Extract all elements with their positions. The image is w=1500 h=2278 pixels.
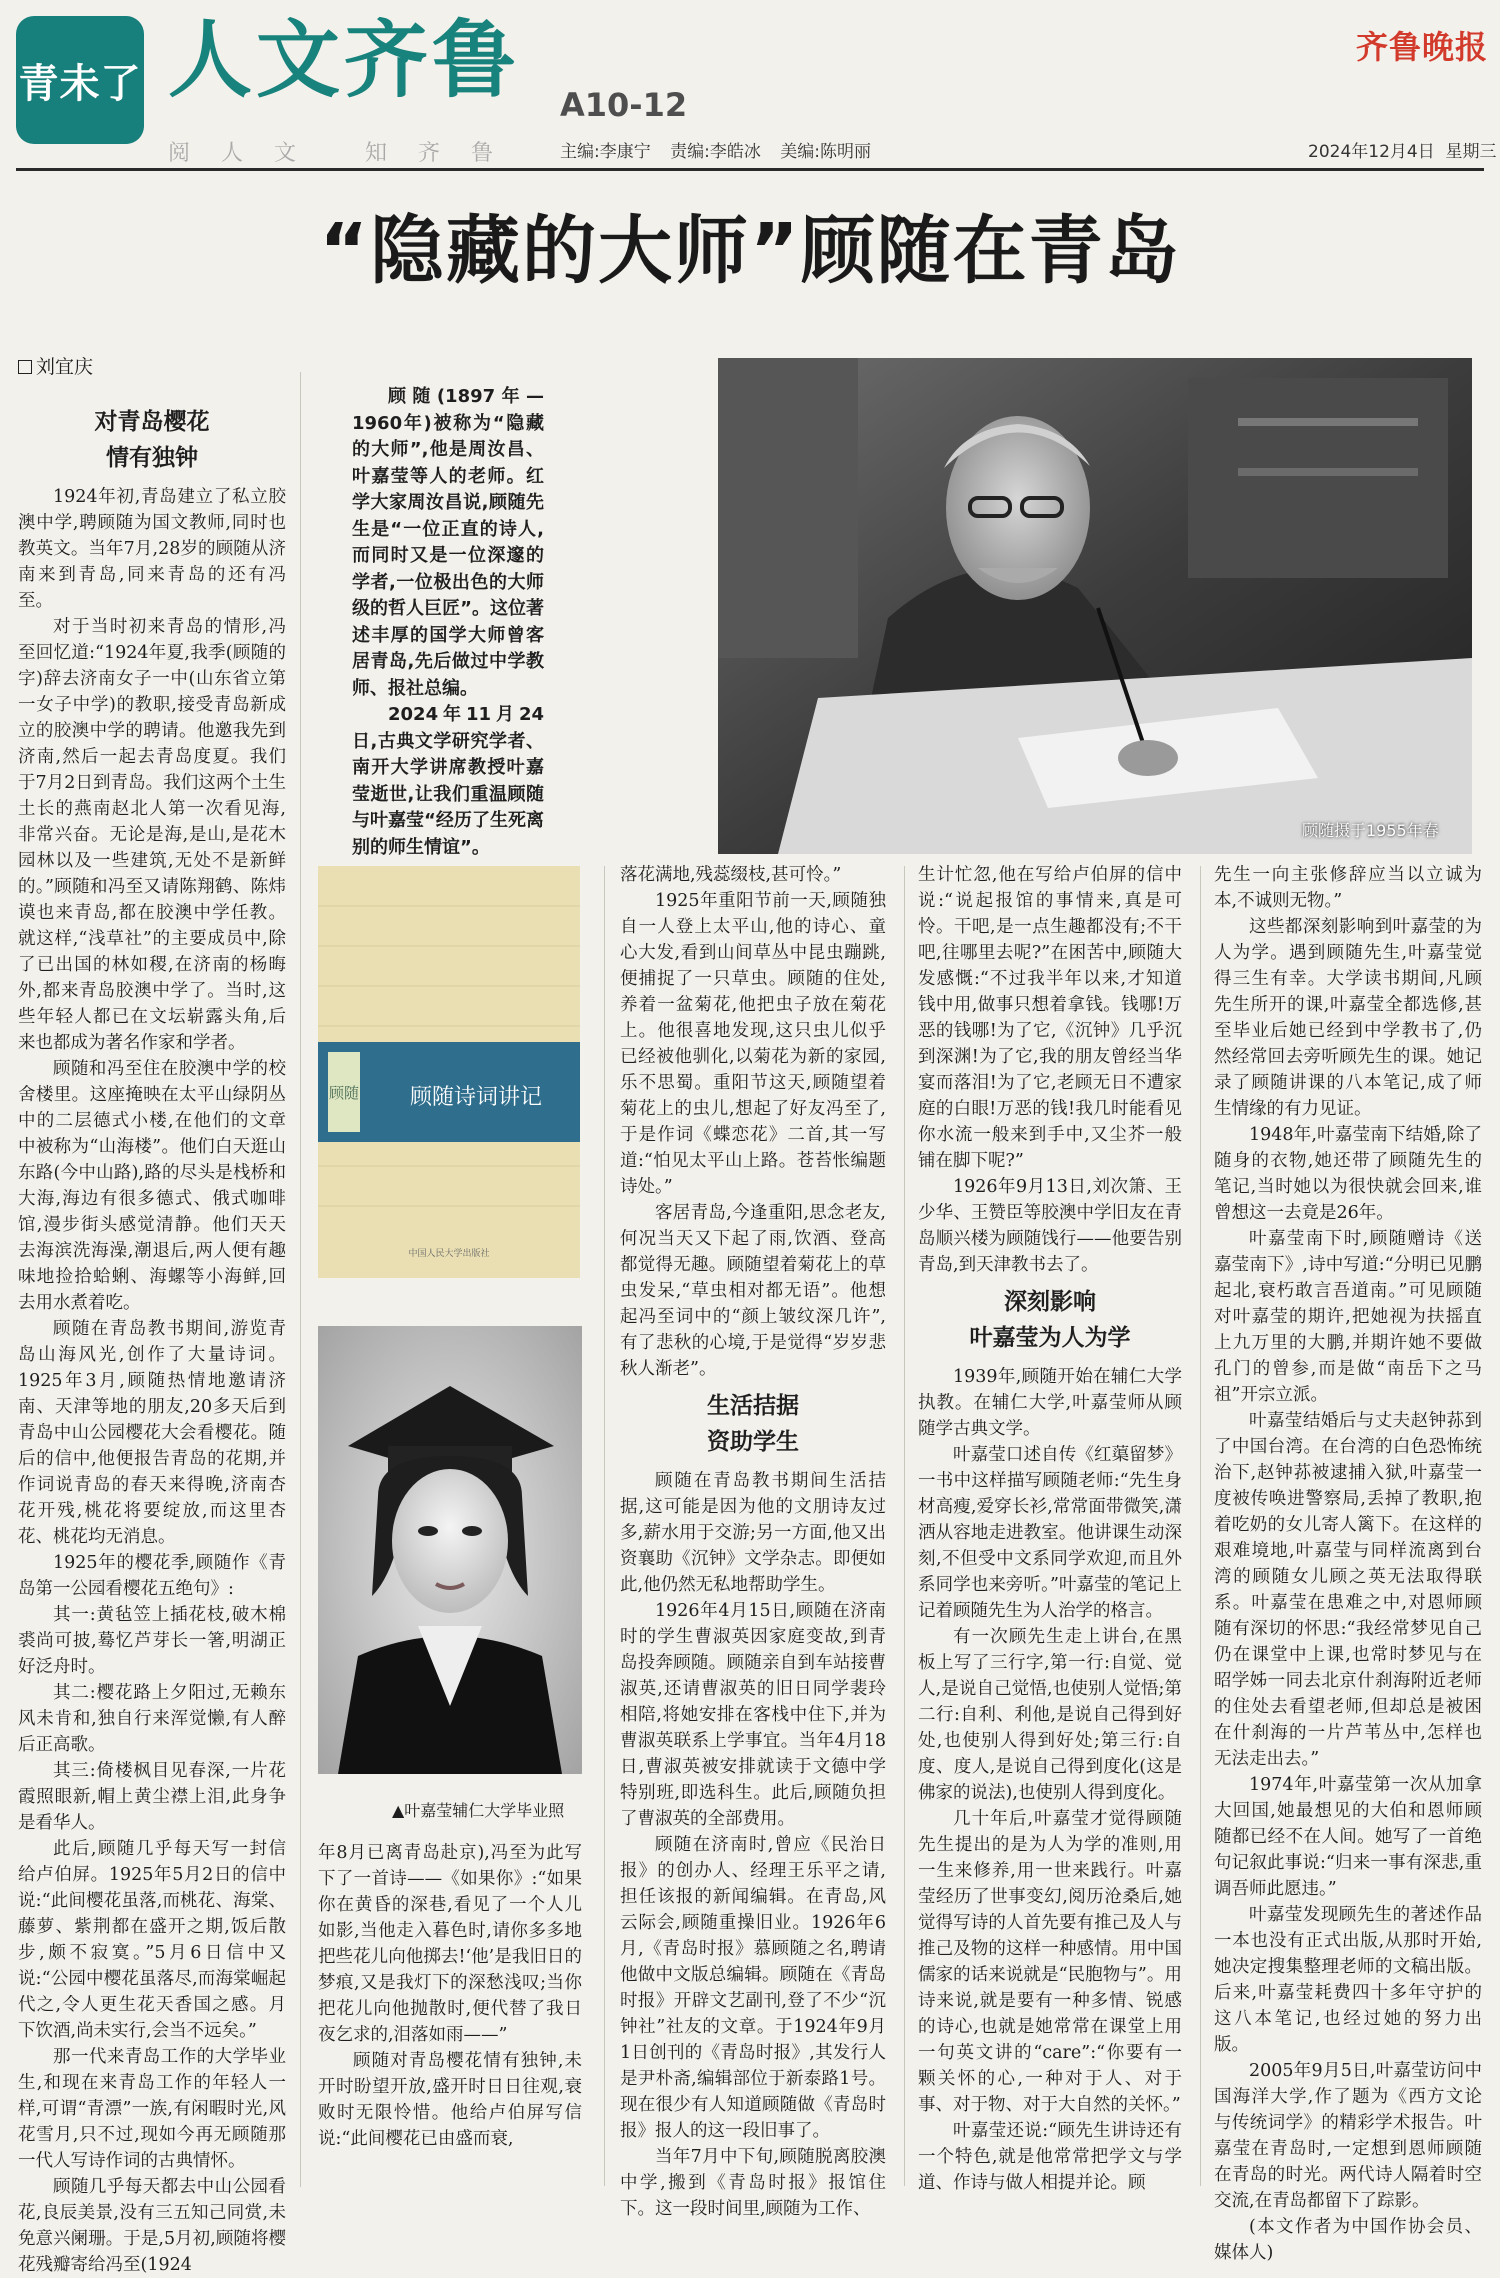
paragraph: 客居青岛,今逢重阳,思念老友,何况当天又下起了雨,饮酒、登高都觉得无趣。顾随望着菊花上的草虫发呆,“草虫相对都无语”。他想起冯至词中的“颜上皱纹深几许”,有了悲秋的心境,于是觉得“岁岁悲秋人渐老”。: [620, 1203, 886, 1379]
issue-date: [1308, 137, 1497, 162]
subhead-line: 深刻影响: [1004, 1289, 1096, 1315]
column-rule: [904, 866, 905, 2186]
subhead-line: 对青岛樱花: [94, 409, 210, 435]
author-name: 刘宜庆: [36, 356, 94, 378]
subhead-cherry: [18, 404, 286, 476]
column-rule: [1200, 866, 1201, 2186]
paragraph: 顾随在青岛教书期间,游览青岛山海风光,创作了大量诗词。1925年3月,顾随热情地邀请济南、天津等地的朋友,20多天后到青岛中山公园樱花大会看樱花。随后的信中,他便报告青岛的花期,并作词说青岛的春天来得晚,济南杏花开残,桃花将要绽放,而这里杏花、桃花均无消息。: [18, 1319, 286, 1547]
paragraph: 叶嘉莹发现顾先生的著述作品一本也没有正式出版,从那时开始,她决定搜集整理老师的文稿出版。后来,叶嘉莹耗费四十多年守护的这八本笔记,也经过她的努力出版。: [1214, 1905, 1482, 2055]
lead-paragraph: 2024年11月24日,古典文学研究学者、南开大学讲席教授叶嘉莹逝世,让我们重温顾随与叶嘉莹“经历了生死离别的师生情谊”。: [352, 704, 544, 858]
book-publisher: 中国人民大学出版社: [408, 1249, 490, 1259]
column-rule: [300, 372, 301, 2187]
section-slogan: 阅人文 知齐鲁: [168, 141, 524, 166]
paragraph: 叶嘉莹还说:“顾先生讲诗还有一个特色,就是他常常把学文与学道、作诗与做人相提并论。顾: [918, 2121, 1182, 2193]
paragraph: 这些都深刻影响到叶嘉莹的为人为学。遇到顾随先生,叶嘉莹觉得三生有幸。大学读书期间,凡顾先生所开的课,叶嘉莹全都选修,甚至毕业后她已经到中学教书了,仍然经常回去旁听顾先生的课。她记录了顾随讲课的八本笔记,成了师生情缘的有力见证。: [1214, 917, 1482, 1119]
author-note: (本文作者为中国作协会员、媒体人): [1214, 2217, 1482, 2263]
paragraph: 2005年9月5日,叶嘉莹访问中国海洋大学,作了题为《西方文论与传统词学》的精彩学术报告。叶嘉莹在青岛时,一定想到恩师顾随在青岛的时光。两代诗人隔着时空交流,在青岛都留下了踪影。: [1214, 2061, 1482, 2211]
paragraph: 1924年初,青岛建立了私立胶澳中学,聘顾随为国文教师,同时也教英文。当年7月,28岁的顾随从济南来到青岛,同来青岛的还有冯至。: [18, 487, 286, 611]
column-rule: [604, 866, 605, 2186]
photo-caption: ▲叶嘉莹辅仁大学毕业照: [392, 1801, 565, 1820]
paragraph: 那一代来青岛工作的大学毕业生,和现在来青岛工作的年轻人一样,可谓“青漂”一族,有闲暇时光,风花雪月,只不过,现如今再无顾随那一代人写诗作词的古典情怀。: [18, 2047, 286, 2171]
paragraph: 顾随对青岛樱花情有独钟,未开时盼望开放,盛开时日日往观,衰败时无限怜惜。他给卢伯屏写信说:“此间樱花已由盛而衰,: [318, 2051, 582, 2149]
paragraph: 顾随和冯至住在胶澳中学的校舍楼里。这座掩映在太平山绿阴丛中的二层德式小楼,在他们的文章中被称为“山海楼”。他们白天逛山东路(今中山路),路的尽头是栈桥和大海,海边有很多德式、俄式咖啡馆,漫步街头感觉清静。他们天天去海滨洗海澡,潮退后,两人便有趣味地捡拾蛤蜊、海螺等小海鲜,回去用水煮着吃。: [18, 1059, 286, 1313]
section-title: 人文齐鲁: [168, 11, 521, 109]
square-icon: [18, 360, 32, 374]
editor-duty: 责编:李皓冰: [670, 142, 761, 162]
paragraph: 其二:樱花路上夕阳过,无赖东风未肯和,独自行来浑觉懒,有人醉后正高歌。: [18, 1683, 286, 1755]
editor-art: 美编:陈明丽: [780, 142, 872, 162]
paragraph: 顾随在济南时,曾应《民治日报》的创办人、经理王乐平之请,担任该报的新闻编辑。在青岛,风云际会,顾随重操旧业。1926年6月,《青岛时报》慕顾随之名,聘请他做中文版总编辑。顾随在《青岛时报》开辟文艺副刊,登了不少“沉钟社”社友的文章。于1924年9月1日创刊的《青岛时报》,其发行人是尹朴斋,编辑部位于新泰路1号。现在很少有人知道顾随做《青岛时报》报人的这一段旧事了。: [620, 1835, 886, 2141]
photo-ye-svg: [318, 1326, 582, 1774]
paragraph: 叶嘉莹口述自传《红蕖留梦》一书中这样描写顾随老师:“先生身材高瘦,爱穿长衫,常常面带微笑,潇洒从容地走进教室。他讲课生动深刻,不但受中文系同学欢迎,而且外系同学也来旁听。”叶嘉莹的笔记上记着顾随先生为人治学的格言。: [918, 1445, 1182, 1621]
subhead-influence: [918, 1284, 1182, 1356]
page-range: A10-12: [560, 86, 688, 124]
book-series-label: 顾随: [328, 1084, 360, 1102]
subhead-student: [620, 1388, 886, 1460]
paragraph: 对于当时初来青岛的情形,冯至回忆道:“1924年夏,我季(顾随的字)辞去济南女子一中(山东省立第一女子中学)的教职,接受青岛新成立的胶澳中学的聘请。他邀我先到济南,然后一起去青岛度夏。我们于7月2日到青岛。我们这两个土生土长的燕南赵北人第一次看见海,非常兴奋。无论是海,是山,是花木园林以及一些建筑,无处不是新鲜的。”顾随和冯至又请陈翔鹤、陈炜谟也来青岛,都在胶澳中学任教。就这样,“浅草社”的主要成员中,除了已出国的林如稷,在济南的杨晦外,都来青岛胶澳中学了。当时,这些年轻人都已在文坛崭露头角,后来也都成为著名作家和学者。: [18, 617, 286, 1053]
paragraph: 叶嘉莹结婚后与丈夫赵钟荪到了中国台湾。在台湾的白色恐怖统治下,赵钟荪被逮捕入狱,叶嘉莹一度被传唤进警察局,丢掉了教职,抱着吃奶的女儿寄人篱下。在这样的艰难境地,叶嘉莹与同样流离到台湾的顾随女儿顾之英无法取得联系。叶嘉莹在患难之中,对恩师顾随有深切的怀思:“我经常梦见自己仍在课堂中上课,也常时梦见与在昭学姊一同去北京什刹海附近老师的住处去看望老师,但却总是被困在什刹海的一片芦苇丛中,怎样也无法走出去。”: [1214, 1411, 1482, 1769]
column-5: [1214, 862, 1482, 2266]
paragraph: 此后,顾随几乎每天写一封信给卢伯屏。1925年5月2日的信中说:“此间樱花虽落,而桃花、海棠、藤萝、紫荆都在盛开之期,饭后散步,颇不寂寞。”5月6日信中又说:“公园中樱花虽落尽,而海棠崛起代之,令人更生花天香国之感。月下饮酒,尚未实行,会当不远矣。”: [18, 1839, 286, 2041]
lead-paragraph: 顾随(1897年—1960年)被称为“隐藏的大师”,他是周汝昌、叶嘉莹等人的老师。红学大家周汝昌说,顾随先生是“一位正直的诗人,而同时又是一位深邃的学者,一位极出色的大师级的哲人巨匠”。这位著述丰厚的国学大师曾客居青岛,先后做过中学教师、报社总编。: [352, 386, 544, 699]
paragraph: 顾随在青岛教书期间生活拮据,这可能是因为他的文朋诗友过多,薪水用于交游;另一方面,他又出资襄助《沉钟》文学杂志。即便如此,他仍然无私地帮助学生。: [620, 1471, 886, 1595]
paragraph: 几十年后,叶嘉莹才觉得顾随先生提出的是为人为学的准则,用一生来修养,用一世来践行。叶嘉莹经历了世事变幻,阅历沧桑后,她觉得写诗的人首先要有推己及人与推己及物的这样一种感情。用中国儒家的话来说就是“民胞物与”。用诗来说,就是要有一种多情、锐感的诗心,也就是她常常在课堂上用一句英文讲的“care”:“你要有一颗关怀的心,一种对于人、对于事、对于物、对于大自然的关怀。”: [918, 1809, 1182, 2115]
column-1: [18, 398, 286, 2278]
photo-caption: 顾随摄于1955年春: [1302, 821, 1439, 840]
weekday-text: 星期三: [1445, 142, 1497, 162]
paragraph: 1974年,叶嘉莹第一次从加拿大回国,她最想见的大伯和恩师顾随都已经不在人间。她写了一首绝句记叙此事说:“归来一事有深悲,重调吾师此愿违。”: [1214, 1775, 1482, 1899]
paragraph: 生计忙忽,他在写给卢伯屏的信中说:“说起报馆的事情来,真是可怜。干吧,是一点生趣都没有;不干吧,往哪里去呢?”在困苦中,顾随大发感慨:“不过我半年以来,才知道钱中用,做事只想着拿钱。钱哪!万恶的钱哪!为了它,《沉钟》几乎沉到深渊!为了它,我的朋友曾经当华宴而落泪!为了它,老顾无日不遭家庭的白眼!万恶的钱!我几时能看见你水流一般来到手中,又尘芥一般铺在脚下呢?”: [918, 865, 1182, 1171]
paragraph: 1939年,顾随开始在辅仁大学执教。在辅仁大学,叶嘉莹师从顾随学古典文学。: [918, 1367, 1182, 1439]
paragraph: 当年7月中下旬,顾随脱离胶澳中学,搬到《青岛时报》报馆住下。这一段时间里,顾随为工作、: [620, 2147, 886, 2219]
paragraph: 1926年9月13日,刘次箫、王少华、王赞臣等胶澳中学旧友在青岛顺兴楼为顾随饯行——他要告别青岛,到天津教书去了。: [918, 1177, 1182, 1275]
paragraph: 年8月已离青岛赴京),冯至为此写下了一首诗——《如果你》:“如果你在黄昏的深巷,看见了一个人儿如影,当他走入暮色时,请你多多地把些花儿向他掷去!‘他’是我旧日的梦痕,又是我灯下的深愁浅叹;当你把花儿向他抛散时,便代替了我日夜乞求的,泪落如雨——”: [318, 1843, 582, 2045]
photo-gu-sui-writing: [718, 358, 1472, 854]
subhead-line: 情有独钟: [106, 445, 198, 471]
logo-text: 青未了: [18, 60, 142, 107]
paragraph: 1925年的樱花季,顾随作《青岛第一公园看樱花五绝句》:: [18, 1553, 286, 1599]
paragraph: 1926年4月15日,顾随在济南时的学生曹淑英因家庭变故,到青岛投奔顾随。顾随亲自到车站接曹淑英,还请曹淑英的旧日同学裴玲相陪,将她安排在客栈中住下,并为曹淑英联系上学事宜。当年4月18日,曹淑英被安排就读于文德中学特别班,即选科生。此后,顾随负担了曹淑英的全部费用。: [620, 1601, 886, 1829]
paragraph: 顾随几乎每天都去中山公园看花,良辰美景,没有三五知己同赏,未免意兴阑珊。于是,5月初,顾随将樱花残瓣寄给冯至(1924: [18, 2177, 286, 2275]
paragraph: 落花满地,残蕊缀枝,甚可怜。”: [620, 865, 842, 885]
photo-gu-sui-svg: [718, 358, 1472, 854]
section-logo-icon: [16, 16, 144, 144]
header-rule: [16, 168, 1484, 171]
date-text: 2024年12月4日: [1308, 142, 1435, 162]
editors-line: [560, 137, 885, 162]
article-lead: [352, 384, 544, 861]
newspaper-name: 齐鲁晚报: [1356, 28, 1489, 66]
paragraph: 有一次顾先生走上讲台,在黑板上写了三行字,第一行:自觉、觉人,是说自己觉悟,也使别人觉悟;第二行:自利、利他,是说自己得到好处,也使别人得到好处;第三行:自度、度人,是说自己得到度化(这是佛家的说法),也使别人得到度化。: [918, 1627, 1182, 1803]
paragraph: 叶嘉莹南下时,顾随赠诗《送嘉莹南下》,诗中写道:“分明已见鹏起北,衰朽敢言吾道南。”可见顾随对叶嘉莹的期许,把她视为扶摇直上九万里的大鹏,并期许她不要做孔门的曾参,而是做“南岳下之马祖”开宗立派。: [1214, 1229, 1482, 1405]
paragraph: 其三:倚楼枫目见春深,一片花霞照眼新,帽上黄尘襟上泪,此身争是看华人。: [18, 1761, 286, 1833]
paragraph: 1948年,叶嘉莹南下结婚,除了随身的衣物,她还带了顾随先生的笔记,当时她以为很快就会回来,谁曾想这一去竟是26年。: [1214, 1125, 1482, 1223]
paragraph: 1925年重阳节前一天,顾随独自一人登上太平山,他的诗心、童心大发,看到山间草丛中昆虫蹦跳,便捕捉了一只草虫。顾随的住处,养着一盆菊花,他把虫子放在菊花上。他很喜地发现,这只虫儿似乎已经被他驯化,以菊花为新的家园,乐不思蜀。重阳节这天,顾随望着菊花上的虫儿,想起了好友冯至了,于是作词《蝶恋花》二首,其一写道:“怕见太平山上路。苍苔怅编题诗处。”: [620, 891, 886, 1197]
subhead-line: 生活拮据: [707, 1393, 799, 1419]
book-cover-svg: [318, 866, 580, 1278]
editor-chief: 主编:李康宁: [560, 142, 651, 162]
subhead-line: 资助学生: [707, 1429, 799, 1455]
author-byline: [18, 352, 93, 379]
column-2: [318, 1840, 582, 2152]
photo-ye-jiaying-graduation: [318, 1326, 582, 1774]
paragraph: 先生一向主张修辞应当以立诚为本,不诚则无物。”: [1214, 865, 1482, 911]
column-3: [620, 862, 886, 2222]
paragraph: 其一:黄毡笠上插花枝,破木棉裘尚可披,蓦忆芦芽长一箸,明湖正好泛舟时。: [18, 1605, 286, 1677]
subhead-line: 叶嘉莹为人为学: [969, 1325, 1131, 1351]
book-title: 顾随诗词讲记: [409, 1085, 543, 1110]
headline: “隐藏的大师”顾随在青岛: [319, 208, 1181, 294]
column-4: [918, 862, 1182, 2196]
book-cover: [318, 866, 580, 1278]
